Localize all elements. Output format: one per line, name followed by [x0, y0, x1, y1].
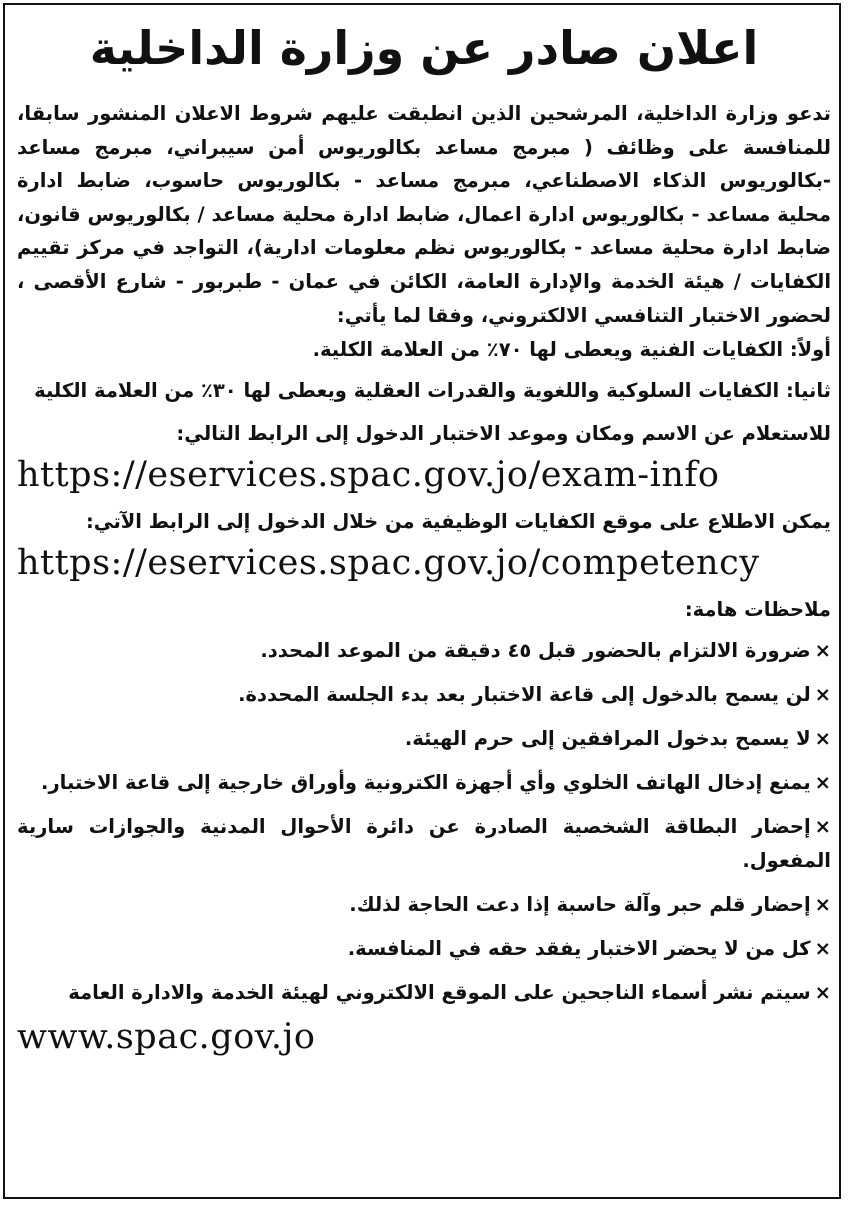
- bullet-x-icon: ×: [814, 936, 831, 960]
- first-criterion: أولاً: الكفايات الفنية ويعطى لها ٧٠٪ من العلامة الكلية.: [312, 338, 831, 362]
- bullet-x-icon: ×: [814, 814, 831, 838]
- bullet-x-icon: ×: [814, 980, 831, 1004]
- note-item: [17, 888, 831, 922]
- note-text: يمنع إدخال الهاتف الخلوي وأي أجهزة الكترونية وأوراق خارجية إلى قاعة الاختبار.: [41, 770, 811, 794]
- note-item: [17, 678, 831, 712]
- bullet-x-icon: ×: [814, 638, 831, 662]
- note-text: إحضار البطاقة الشخصية الصادرة عن دائرة الأحوال المدنية والجوازات سارية المفعول.: [17, 814, 831, 872]
- second-criterion: ثانيا: الكفايات السلوكية واللغوية والقدرات العقلية ويعطى لها ٣٠٪ من العلامة الكلية: [34, 379, 831, 403]
- note-item: [17, 810, 831, 878]
- bullet-x-icon: ×: [814, 892, 831, 916]
- note-text: ضرورة الالتزام بالحضور قبل ٤٥ دقيقة من الموعد المحدد.: [260, 638, 811, 662]
- bullet-x-icon: ×: [814, 682, 831, 706]
- note-item: [17, 634, 831, 668]
- note-item: [17, 722, 831, 756]
- note-text: لن يسمح بالدخول إلى قاعة الاختبار بعد بدء الجلسة المحددة.: [238, 682, 811, 706]
- announcement-body: [17, 13, 831, 1066]
- notes-list: [17, 634, 831, 1010]
- note-item: [17, 976, 831, 1010]
- announcement-title: اعلان صادر عن وزارة الداخلية: [89, 21, 759, 75]
- bullet-x-icon: ×: [814, 726, 831, 750]
- intro-paragraph: تدعو وزارة الداخلية، المرشحين الذين انطبقت عليهم شروط الاعلان المنشور سابقا، للمنافسة على وظائف ( مبرمج مساعد بكالوريوس أمن سيبراني، مبرمج مساعد -بكالوريوس الذكاء الاصطناعي، مبرمج مساعد - بكالوريوس حاسوب، ضابط ادارة محلية مساعد - بكالوريوس ادارة اعمال، ضابط ادارة محلية مساعد / بكالوريوس قانون، ضابط ادارة محلية مساعد - بكالوريوس نظم معلومات ادارية)، التواجد في مركز تقييم الكفايات / هيئة الخدمة والإدارة العامة، الكائن في عمان - طبربور - شارع الأقصى ، لحضور الاختبار التنافسي الالكتروني، وفقا لما يأتي:: [17, 102, 831, 327]
- announcement-frame: [3, 3, 841, 1199]
- note-text: كل من لا يحضر الاختبار يفقد حقه في المنافسة.: [347, 936, 811, 960]
- competency-link[interactable]: https://eservices.spac.gov.jo/competency: [17, 542, 760, 583]
- inquiry-text: للاستعلام عن الاسم ومكان وموعد الاختبار الدخول إلى الرابط التالي:: [176, 421, 831, 445]
- website-link[interactable]: www.spac.gov.jo: [17, 1016, 316, 1057]
- note-item: [17, 766, 831, 800]
- bullet-x-icon: ×: [814, 770, 831, 794]
- competency-text: يمكن الاطلاع على موقع الكفايات الوظيفية من خلال الدخول إلى الرابط الآتي:: [85, 509, 831, 533]
- note-item: [17, 932, 831, 966]
- note-text: إحضار قلم حبر وآلة حاسبة إذا دعت الحاجة لذلك.: [349, 892, 811, 916]
- exam-info-link[interactable]: https://eservices.spac.gov.jo/exam-info: [17, 454, 720, 495]
- note-text: سيتم نشر أسماء الناجحين على الموقع الالكتروني لهيئة الخدمة والادارة العامة: [68, 980, 811, 1004]
- notes-title: ملاحظات هامة:: [684, 597, 831, 621]
- note-text: لا يسمح بدخول المرافقين إلى حرم الهيئة.: [404, 726, 811, 750]
